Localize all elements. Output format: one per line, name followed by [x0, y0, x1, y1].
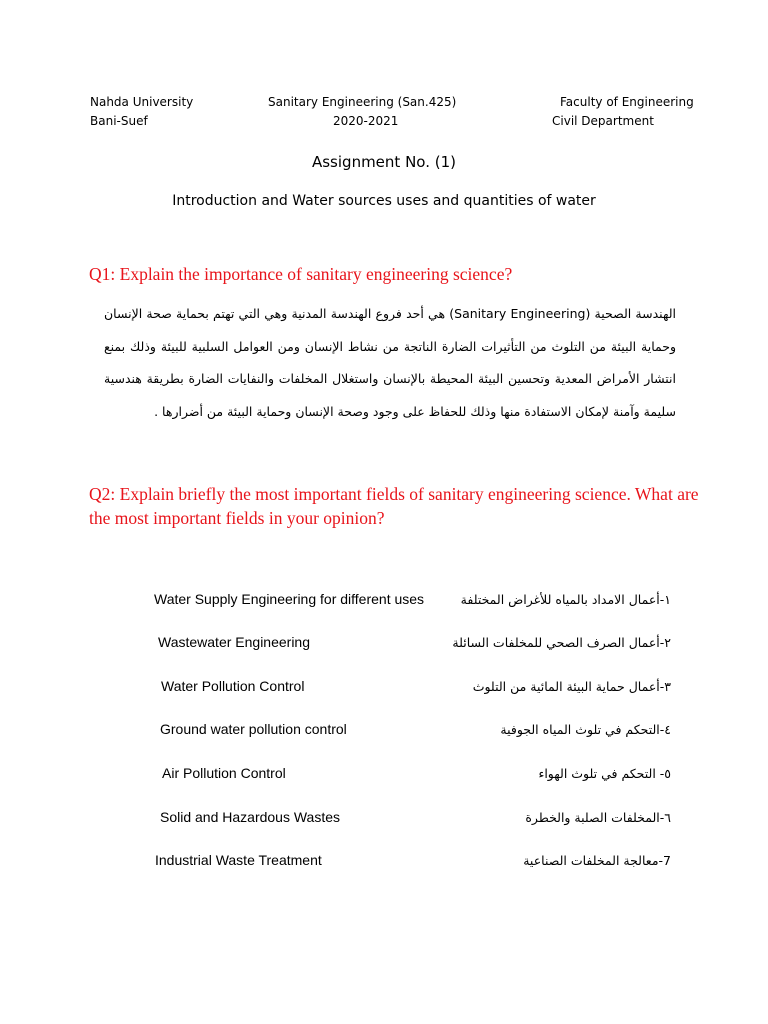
- answer-1-arabic: الهندسة الصحية (Sanitary Engineering) هي أحد فروع الهندسة المدنية وهي التي تهتم بحماية صحة الإنسان وحماية البيئة من التلوث من التأثيرات الضارة الناتجة من نشاط الإنسان ومن العوامل السلبية للبيئة وذلك بمنع انتشار الأمراض المعدية وتحسين البيئة المحيطة بالإنسان واستغلال المخلفات والنفايات الضارة بطريقة هندسية سليمة وآمنة لإمكان الاستفادة منها وذلك للحفاظ على وجود وصحة الإنسان وحماية البيئة من أضرارها .: [104, 306, 676, 419]
- question-2: Q2: Explain briefly the most important fields of sanitary engineering science. What are the most important fields in your opinion?: [89, 484, 699, 528]
- field-arabic: ٢-أعمال الصرف الصحي للمخلفات السائلة: [452, 635, 671, 650]
- field-english: Solid and Hazardous Wastes: [160, 809, 341, 825]
- department-name: Civil Department: [552, 114, 654, 128]
- field-arabic: ٤-التحكم في تلوث المياه الجوفية: [500, 722, 671, 737]
- assignment-title: Assignment No. (1): [311, 153, 456, 171]
- field-arabic: ١-أعمال الامداد بالمياه للأغراض المختلفة: [460, 592, 671, 607]
- university-name: Nahda University: [90, 95, 194, 109]
- field-arabic: ٦-المخلفات الصلبة والخطرة: [525, 810, 671, 825]
- field-arabic: ٣-أعمال حماية البيئة المائية من التلوث: [472, 679, 671, 694]
- field-english: Water Supply Engineering for different uses: [154, 591, 425, 607]
- field-english: Water Pollution Control: [161, 678, 305, 694]
- assignment-subtitle: Introduction and Water sources uses and quantities of water: [172, 193, 596, 209]
- field-english: Ground water pollution control: [160, 721, 347, 737]
- course-name: Sanitary Engineering (San.425): [268, 95, 457, 109]
- field-arabic: ٥- التحكم في تلوث الهواء: [538, 766, 671, 781]
- field-english: Industrial Waste Treatment: [155, 852, 322, 868]
- field-english: Air Pollution Control: [162, 765, 286, 781]
- academic-year: 2020-2021: [333, 114, 399, 128]
- field-arabic: 7-معالجة المخلفات الصناعية: [523, 853, 671, 868]
- question-1: Q1: Explain the importance of sanitary engineering science?: [89, 264, 513, 284]
- university-city: Bani-Suef: [90, 114, 148, 128]
- field-english: Wastewater Engineering: [158, 634, 311, 650]
- faculty-name: Faculty of Engineering: [560, 95, 694, 109]
